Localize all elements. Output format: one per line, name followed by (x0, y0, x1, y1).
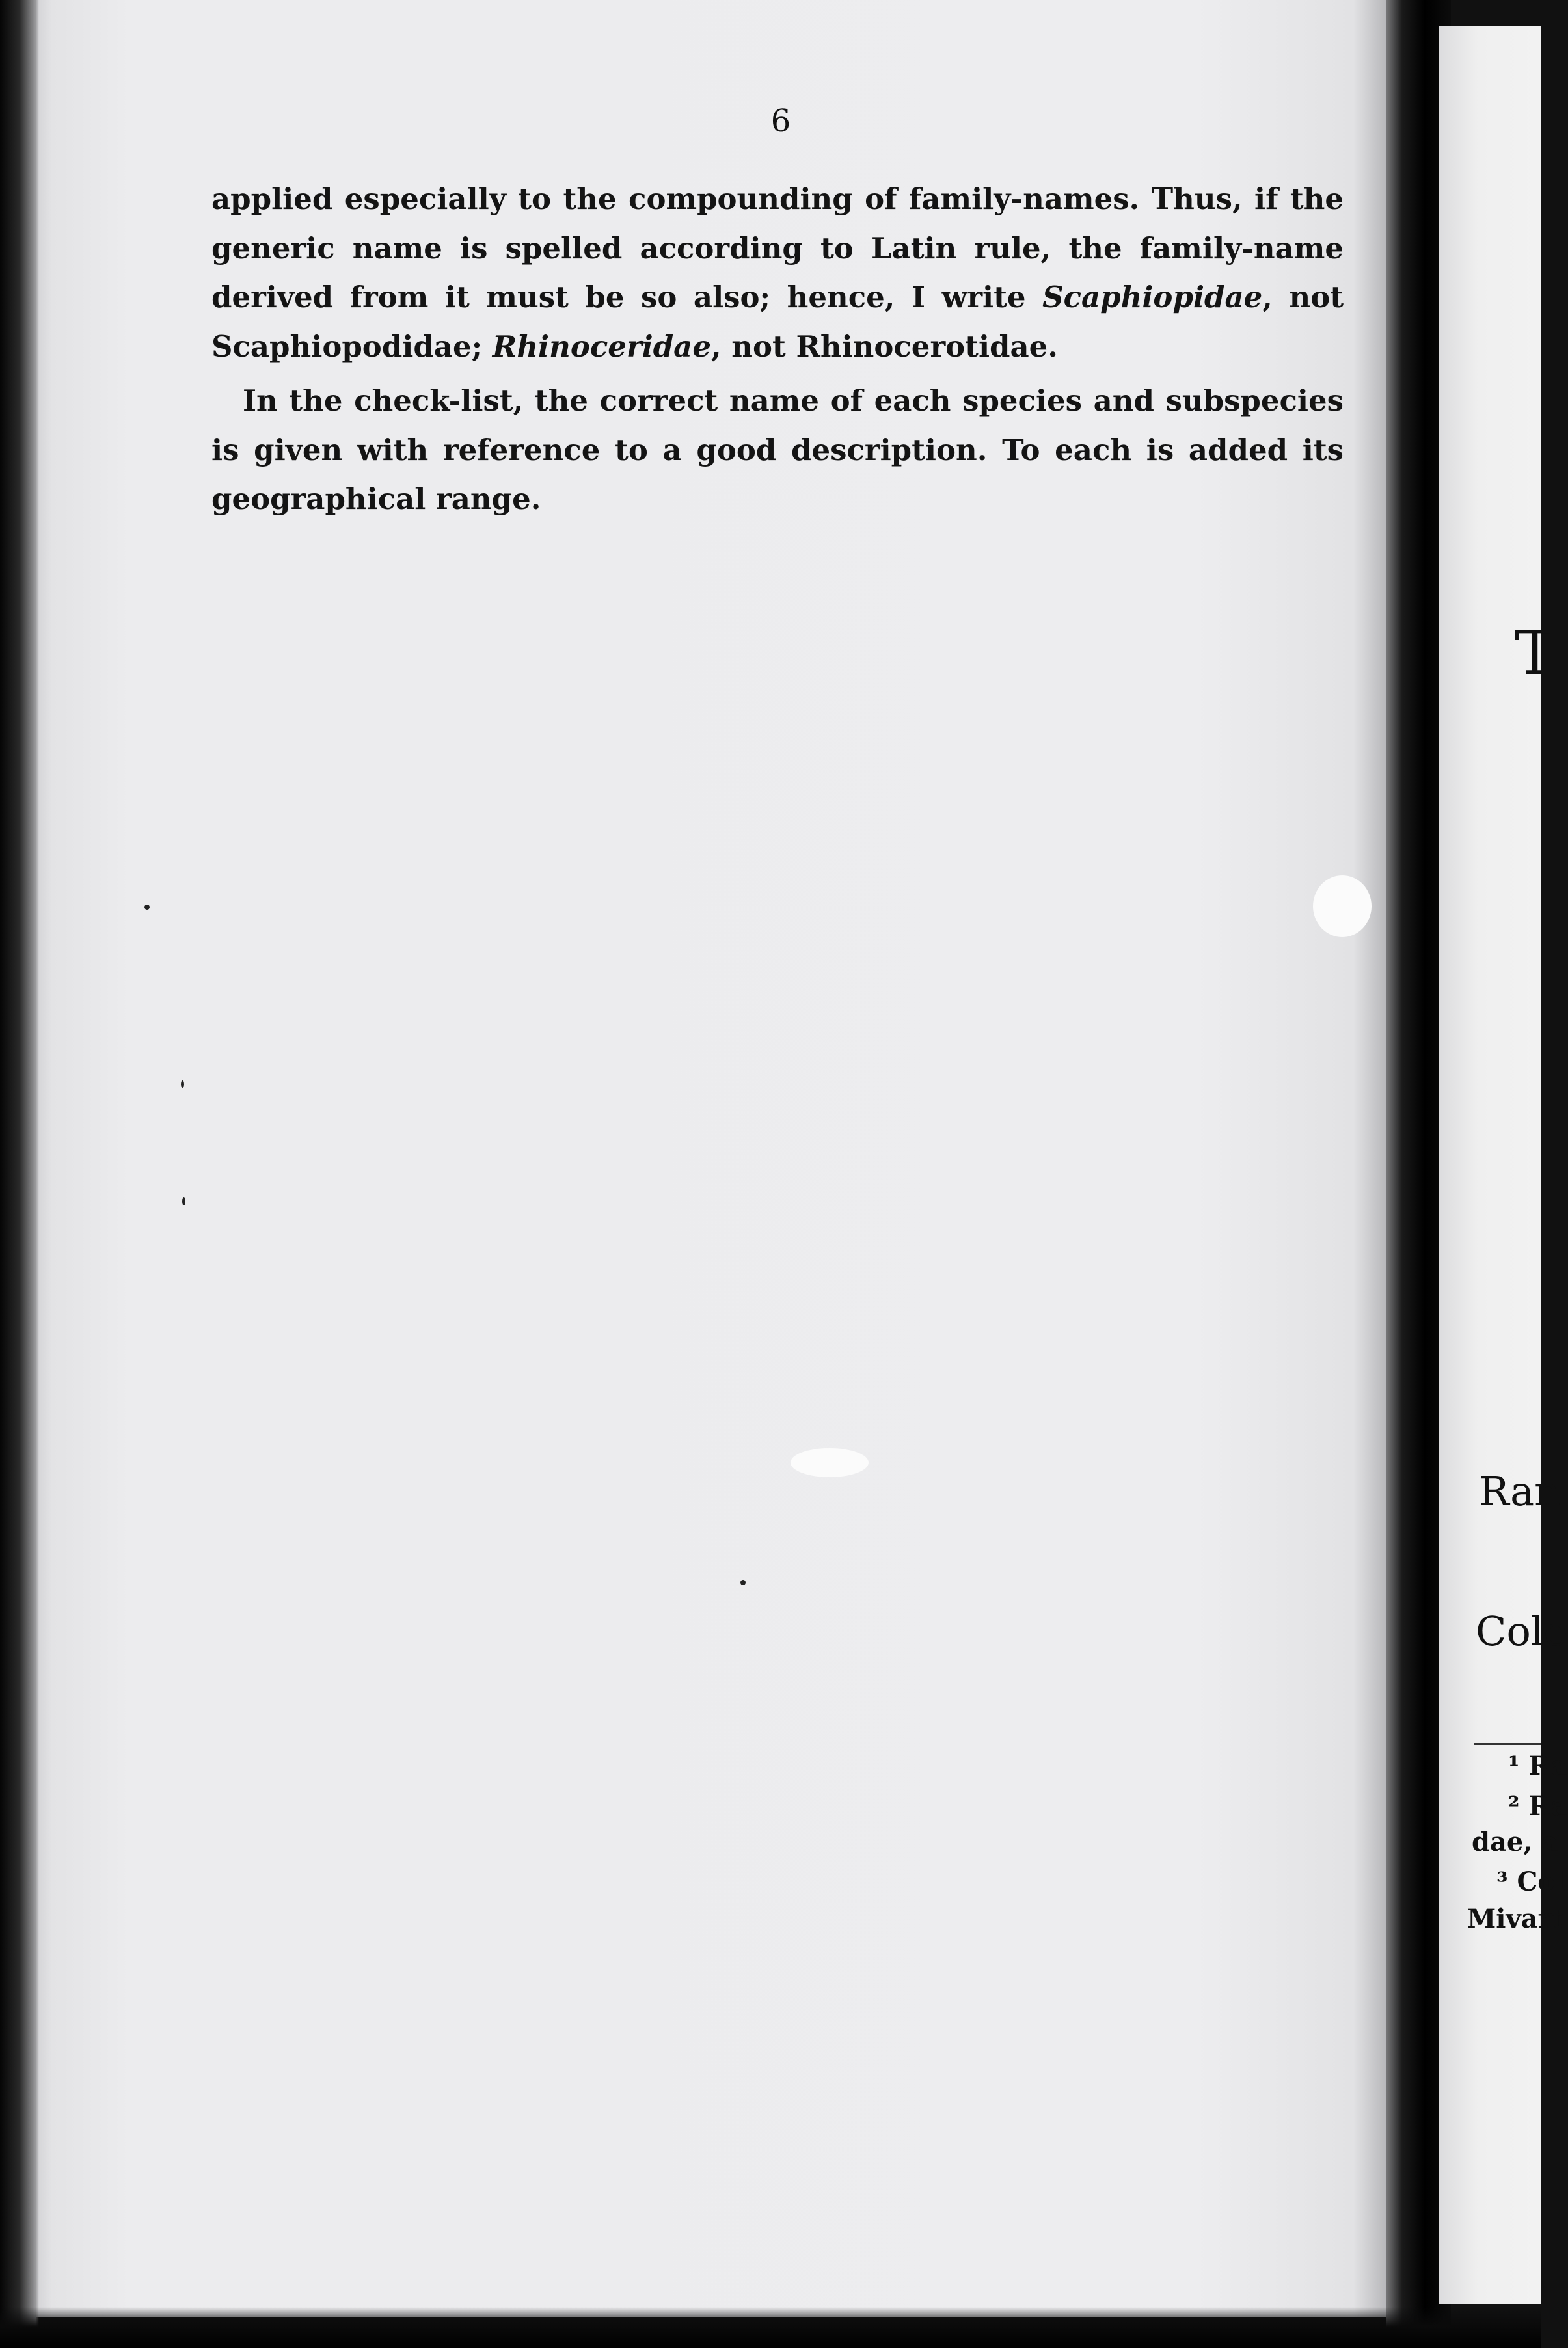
scan-speck (182, 1197, 185, 1205)
text-run: , not Scaphiopodidae; (211, 280, 1344, 364)
scan-blot (791, 1448, 869, 1477)
footnote-2-cont: dae, a (1472, 1827, 1559, 1857)
body-text (211, 174, 1344, 524)
footnote-3: ³ Col (1496, 1866, 1565, 1897)
footnote-2: ² Ra (1508, 1791, 1568, 1822)
paragraph-2 (211, 376, 1344, 524)
text-run: , not Rhinocerotidae. (710, 329, 1058, 364)
right-page-line-2: Cole (1476, 1607, 1568, 1655)
text-run: In the check-list, the correct name of each species and subspecies is given with reference to a good description. To each is added its geographical range. (211, 383, 1344, 516)
scan-speck (144, 905, 150, 910)
footnote-3-cont: Mivart (1467, 1904, 1564, 1934)
italic-term-rhinoceridae: Rhinoceridae (492, 329, 711, 364)
footnote-rule (1474, 1743, 1541, 1745)
scan-speck (181, 1080, 184, 1088)
italic-term-scaphiopidae: Scaphiopidae (1042, 280, 1263, 314)
scan-blot (1313, 875, 1372, 937)
footnote-1: ¹ Ra (1508, 1751, 1568, 1781)
text-run: applied especially to the compounding of family-names. Thus, if the generic name is spelled according to Latin rule, the family-name derived from it must be so also; hence, I write (211, 182, 1344, 314)
right-page-fragment (1439, 26, 1541, 2304)
right-page-line-1: Ran (1479, 1468, 1560, 1515)
right-page-heading: T (1515, 618, 1555, 688)
scan-bottom-edge (0, 2307, 1541, 2348)
scan-speck (740, 1580, 746, 1585)
paragraph-1 (211, 174, 1344, 371)
page-number: 6 (770, 103, 791, 139)
scan-left-edge (0, 0, 39, 2348)
